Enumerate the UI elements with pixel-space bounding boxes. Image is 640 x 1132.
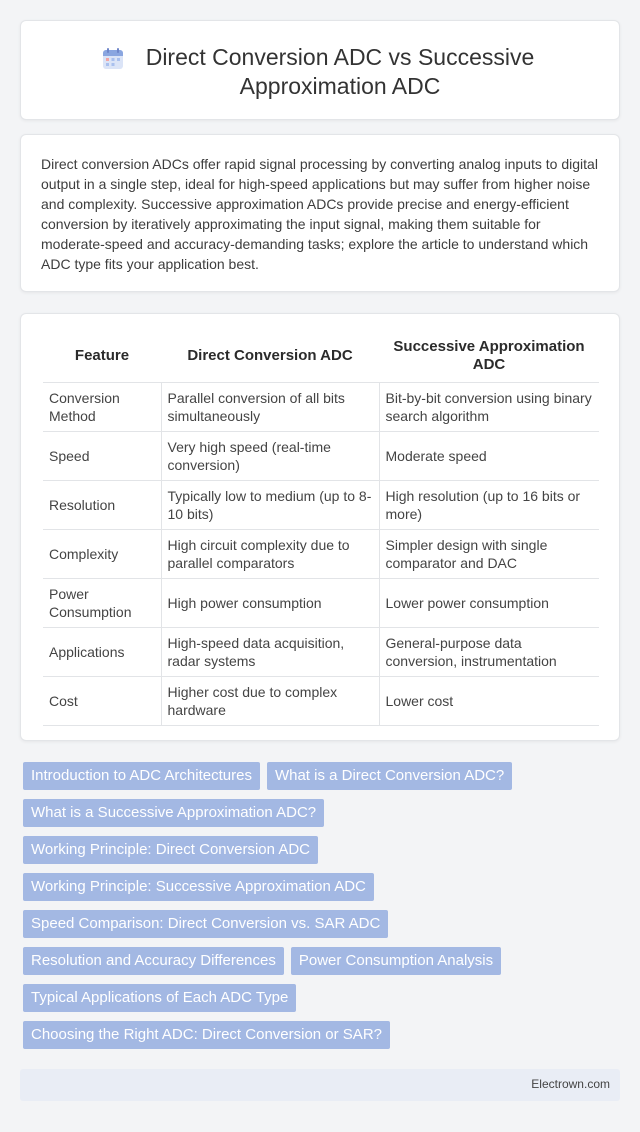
- page-title: Direct Conversion ADC vs Successive Approximation ADC: [145, 44, 535, 99]
- intro-card: [20, 134, 620, 292]
- topic-link-resolution[interactable]: Resolution and Accuracy Differences: [23, 947, 284, 975]
- header-successive-approximation: Successive Approximation ADC: [393, 338, 585, 373]
- footer: [20, 1069, 620, 1101]
- footer-site-name: Electrown.com: [531, 1077, 610, 1091]
- feature-cell: Power Consumption: [43, 579, 161, 628]
- topic-link-speed-comparison[interactable]: Speed Comparison: Direct Conversion vs. SAR ADC: [23, 910, 388, 938]
- direct-cell: Higher cost due to complex hardware: [161, 677, 379, 726]
- direct-cell: Typically low to medium (up to 8-10 bits): [161, 481, 379, 530]
- table-row: [43, 628, 599, 677]
- table-header-row: [43, 330, 599, 383]
- sar-cell: High resolution (up to 16 bits or more): [379, 481, 599, 530]
- sar-cell: Bit-by-bit conversion using binary search algorithm: [379, 383, 599, 432]
- comparison-table: [43, 330, 599, 726]
- topic-link-power[interactable]: Power Consumption Analysis: [291, 947, 501, 975]
- topic-link-introduction[interactable]: Introduction to ADC Architectures: [23, 762, 260, 790]
- direct-cell: Very high speed (real-time conversion): [161, 432, 379, 481]
- direct-cell: High-speed data acquisition, radar systems: [161, 628, 379, 677]
- table-row: [43, 481, 599, 530]
- feature-cell: Cost: [43, 677, 161, 726]
- topic-link-principle-direct[interactable]: Working Principle: Direct Conversion ADC: [23, 836, 318, 864]
- sar-cell: General-purpose data conversion, instrumentation: [379, 628, 599, 677]
- table-row: [43, 530, 599, 579]
- feature-cell: Applications: [43, 628, 161, 677]
- table-row: [43, 677, 599, 726]
- table-row: [43, 579, 599, 628]
- feature-cell: Speed: [43, 432, 161, 481]
- table-row: [43, 383, 599, 432]
- title-card: [20, 20, 620, 120]
- topic-link-direct-conversion[interactable]: What is a Direct Conversion ADC?: [267, 762, 512, 790]
- topic-link-choosing[interactable]: Choosing the Right ADC: Direct Conversion or SAR?: [23, 1021, 390, 1049]
- comparison-table-card: [20, 313, 620, 741]
- topic-link-applications[interactable]: Typical Applications of Each ADC Type: [23, 984, 296, 1012]
- topic-links: [22, 762, 612, 1058]
- topic-link-principle-sar[interactable]: Working Principle: Successive Approximation ADC: [23, 873, 374, 901]
- header-direct-conversion: Direct Conversion ADC: [187, 347, 353, 364]
- feature-cell: Resolution: [43, 481, 161, 530]
- direct-cell: High power consumption: [161, 579, 379, 628]
- header-feature: Feature: [74, 347, 130, 364]
- feature-cell: Complexity: [43, 530, 161, 579]
- sar-cell: Simpler design with single comparator and DAC: [379, 530, 599, 579]
- direct-cell: High circuit complexity due to parallel comparators: [161, 530, 379, 579]
- intro-paragraph: Direct conversion ADCs offer rapid signal processing by converting analog inputs to digital output in a single step, ideal for high-speed applications but may suffer from higher noise and complexity. Successive approximation ADCs provide precise and energy-efficient conversion by iteratively approximating the input signal, making them suitable for moderate-speed and accuracy-demanding tasks; explore the article to understand which ADC type fits your application best.: [41, 156, 598, 272]
- sar-cell: Lower power consumption: [379, 579, 599, 628]
- table-row: [43, 432, 599, 481]
- direct-cell: Parallel conversion of all bits simultaneously: [161, 383, 379, 432]
- feature-cell: Conversion Method: [43, 383, 161, 432]
- topic-link-successive-approximation[interactable]: What is a Successive Approximation ADC?: [23, 799, 324, 827]
- sar-cell: Moderate speed: [379, 432, 599, 481]
- sar-cell: Lower cost: [379, 677, 599, 726]
